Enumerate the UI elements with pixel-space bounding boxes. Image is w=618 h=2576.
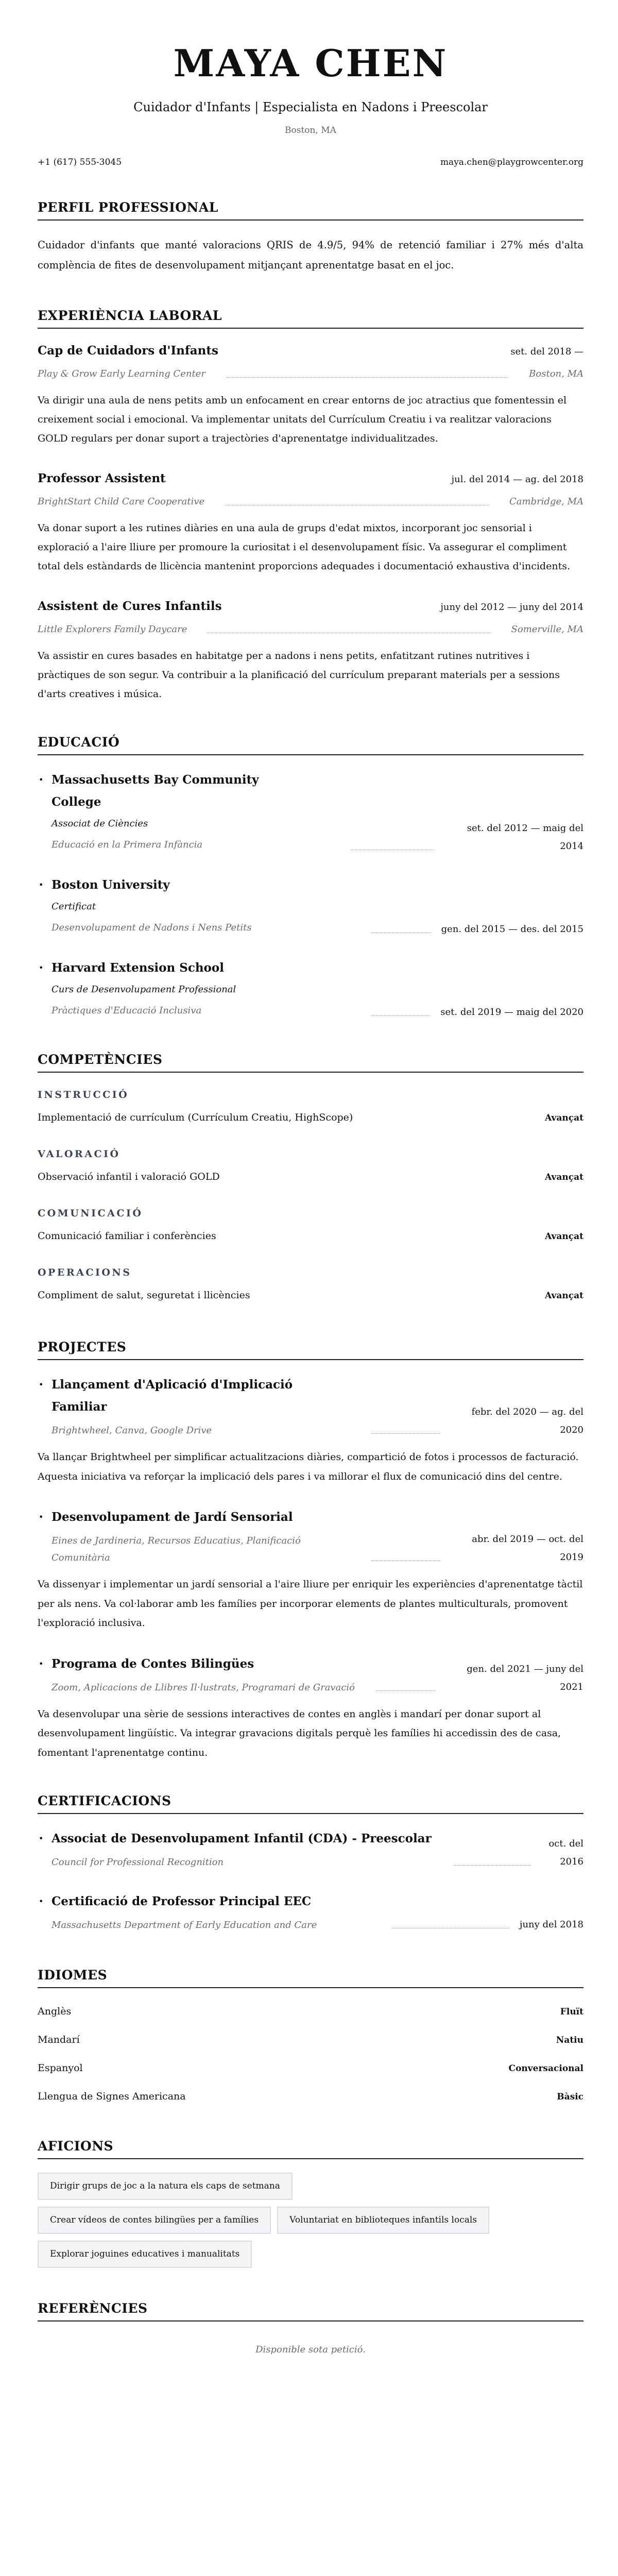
school-name: Massachusetts Bay Community College bbox=[52, 773, 259, 809]
job-date: juny del 2012 — juny del 2014 bbox=[440, 602, 583, 613]
project-title: Programa de Contes Bilingües bbox=[52, 1656, 254, 1671]
certification-name: Associat de Desenvolupament Infantil (CDA) - Preescolar bbox=[52, 1832, 432, 1845]
dotted-leader bbox=[376, 1690, 435, 1691]
job-date: set. del 2018 — bbox=[510, 346, 583, 357]
skill-name: Compliment de salut, seguretat i llicències bbox=[38, 1290, 250, 1301]
skill-name: Observació infantil i valoració GOLD bbox=[38, 1171, 220, 1182]
field-of-study: Educació en la Primera Infància bbox=[52, 839, 203, 850]
bullet-icon: • bbox=[39, 880, 44, 890]
dotted-leader bbox=[371, 932, 431, 933]
dotted-leader bbox=[371, 1560, 440, 1561]
job-title: Cap de Cuidadors d'Infants bbox=[38, 344, 218, 358]
project-title: Desenvolupament de Jardí Sensorial bbox=[52, 1510, 293, 1524]
candidate-location: Boston, MA bbox=[285, 125, 336, 135]
project-title: Llançament d'Aplicació d'Implicació Familiar bbox=[52, 1378, 293, 1414]
dotted-leader bbox=[391, 1927, 509, 1928]
section-skills bbox=[38, 1052, 583, 1303]
section-heading: IDIOMES bbox=[38, 1968, 583, 1988]
hobby-tag: Dirigir grups de joc a la natura els caps de setmana bbox=[38, 2173, 293, 2200]
summary-text: Cuidador d'infants que manté valoracions QRIS de 4.9/5, 94% de retenció familiar i 27% més d'alta complència de fites de desenvolupament mitjançant aprenentatge basat en el joc. bbox=[38, 239, 583, 271]
language-level: Natiu bbox=[556, 2035, 583, 2045]
project-description: Va llançar Brightwheel per simplificar actualitzacions diàries, compartició de fotos i processos de facturació. Aquesta iniciativa va reforçar la implicació dels pares i va millorar el flux de comunicació dins del centre. bbox=[38, 1451, 579, 1482]
language-row bbox=[38, 2004, 583, 2020]
project-description: Va desenvolupar una sèrie de sessions interactives de contes en anglès i mandarí per donar suport al desenvolupament lingüístic. Va integrar gravacions digitals perquè les famílies hi accedissin des de casa, fomentant l'aprenentatge continu. bbox=[38, 1708, 561, 1758]
section-heading: REFERÈNCIES bbox=[38, 2301, 583, 2321]
certification-date: oct. del 2016 bbox=[548, 1838, 583, 1867]
school-name: Boston University bbox=[52, 878, 170, 892]
education-entry bbox=[38, 957, 583, 1021]
degree: Associat de Ciències bbox=[52, 818, 148, 829]
project-date: febr. del 2020 — ag. del 2020 bbox=[471, 1406, 583, 1435]
section-heading: PROJECTES bbox=[38, 1340, 583, 1360]
job-entry bbox=[38, 470, 583, 576]
section-references bbox=[38, 2301, 583, 2358]
bullet-icon: • bbox=[39, 775, 44, 785]
education-entry bbox=[38, 874, 583, 938]
language-row bbox=[38, 2060, 583, 2076]
job-location: Cambridge, MA bbox=[509, 496, 583, 507]
hobby-tags bbox=[38, 2173, 573, 2268]
section-hobbies bbox=[38, 2139, 583, 2268]
section-heading: EXPERIÈNCIA LABORAL bbox=[38, 308, 583, 329]
skill-level: Avançat bbox=[545, 1231, 583, 1242]
language-level: Fluït bbox=[560, 2007, 583, 2017]
language-level: Conversacional bbox=[508, 2063, 583, 2074]
project-entry bbox=[38, 1506, 583, 1566]
certification-name: Certificació de Professor Principal EEC bbox=[52, 1894, 312, 1908]
field-of-study: Pràctiques d'Educació Inclusiva bbox=[52, 1005, 202, 1016]
section-education bbox=[38, 735, 583, 1021]
skill-level: Avançat bbox=[545, 1291, 583, 1301]
dotted-leader bbox=[350, 849, 434, 850]
section-experience bbox=[38, 308, 583, 704]
degree: Certificat bbox=[52, 901, 96, 912]
job-company: Little Explorers Family Daycare bbox=[38, 624, 187, 635]
section-heading: COMPETÈNCIES bbox=[38, 1052, 583, 1073]
section-languages bbox=[38, 1968, 583, 2105]
education-date: set. del 2012 — maig del 2014 bbox=[467, 823, 583, 852]
education-entry bbox=[38, 769, 583, 855]
dotted-leader bbox=[225, 504, 489, 505]
skill-group bbox=[38, 1207, 583, 1244]
job-description: Va assistir en cures basades en habitatge per a nadons i nens petits, enfatitzant rutines nutritives i pràctiques de son segur. Va contribuir a la planificació del currículum preparant materials per a sessions d'arts creatives i música. bbox=[38, 650, 560, 700]
section-heading: AFICIONS bbox=[38, 2139, 583, 2159]
project-entry bbox=[38, 1653, 583, 1696]
dotted-leader bbox=[226, 377, 508, 378]
resume-header bbox=[38, 0, 583, 169]
skill-level: Avançat bbox=[545, 1172, 583, 1182]
job-entry bbox=[38, 598, 583, 704]
references-text: Disponible sota petició. bbox=[255, 2344, 366, 2355]
language-row bbox=[38, 2032, 583, 2048]
section-summary bbox=[38, 200, 583, 275]
skill-group bbox=[38, 1266, 583, 1303]
certification-entry bbox=[38, 1827, 583, 1871]
language-name: Espanyol bbox=[38, 2062, 83, 2074]
language-name: Mandarí bbox=[38, 2034, 80, 2045]
job-description: Va donar suport a les rutines diàries en una aula de grups d'edat mixtos, incorporant joc sensorial i exploració a l'aire lliure per promoure la curiositat i el desenvolupament físic. Va assegurar el compliment total dels estàndards de llicència mantenint proporcions adequades i documentació exhaustiva d'incidents. bbox=[38, 522, 570, 572]
certification-issuer: Council for Professional Recognition bbox=[52, 1857, 224, 1868]
dotted-leader bbox=[208, 632, 490, 633]
skill-group bbox=[38, 1147, 583, 1185]
language-row bbox=[38, 2089, 583, 2105]
bullet-icon: • bbox=[39, 1380, 44, 1389]
hobby-tag: Explorar joguines educatives i manualitats bbox=[38, 2241, 252, 2268]
hobby-tag: Voluntariat en biblioteques infantils locals bbox=[277, 2207, 489, 2234]
language-name: Llengua de Signes Americana bbox=[38, 2091, 186, 2102]
bullet-icon: • bbox=[39, 1896, 44, 1906]
email[interactable]: maya.chen@playgrowcenter.org bbox=[440, 157, 583, 167]
job-title: Professor Assistent bbox=[38, 471, 166, 485]
skill-category: INSTRUCCIÓ bbox=[38, 1089, 129, 1100]
candidate-title: Cuidador d'Infants | Especialista en Nadons i Preescolar bbox=[133, 100, 488, 114]
job-company: Play & Grow Early Learning Center bbox=[38, 368, 205, 379]
certification-issuer: Massachusetts Department of Early Education and Care bbox=[52, 1920, 317, 1930]
project-tech: Zoom, Aplicacions de Llibres Il·lustrats, Programari de Gravació bbox=[52, 1682, 355, 1693]
job-entry bbox=[38, 342, 583, 448]
bullet-icon: • bbox=[39, 1658, 44, 1669]
job-location: Somerville, MA bbox=[511, 624, 583, 635]
certification-date: juny del 2018 bbox=[519, 1919, 583, 1930]
bullet-icon: • bbox=[39, 1512, 44, 1522]
section-certifications bbox=[38, 1793, 583, 1934]
project-date: abr. del 2019 — oct. del 2019 bbox=[472, 1534, 583, 1563]
candidate-name: MAYA CHEN bbox=[173, 41, 448, 85]
job-title: Assistent de Cures Infantils bbox=[38, 599, 222, 613]
project-entry bbox=[38, 1374, 583, 1439]
dotted-leader bbox=[371, 1433, 440, 1434]
job-date: jul. del 2014 — ag. del 2018 bbox=[451, 474, 583, 485]
education-date: gen. del 2015 — des. del 2015 bbox=[441, 924, 583, 935]
certification-entry bbox=[38, 1890, 583, 1934]
skill-category: VALORACIÓ bbox=[38, 1148, 121, 1160]
education-date: set. del 2019 — maig del 2020 bbox=[440, 1007, 583, 1018]
section-heading: EDUCACIÓ bbox=[38, 735, 583, 755]
skill-level: Avançat bbox=[545, 1113, 583, 1123]
project-tech: Eines de Jardineria, Recursos Educatius, Planificació Comunitària bbox=[52, 1535, 301, 1563]
bullet-icon: • bbox=[39, 963, 44, 973]
skill-name: Implementació de currículum (Currículum Creatiu, HighScope) bbox=[38, 1112, 353, 1123]
phone[interactable]: +1 (617) 555-3045 bbox=[38, 157, 122, 167]
dotted-leader bbox=[453, 1865, 531, 1866]
school-name: Harvard Extension School bbox=[52, 961, 224, 975]
degree: Curs de Desenvolupament Professional bbox=[52, 984, 236, 995]
hobby-tag: Crear vídeos de contes bilingües per a famílies bbox=[38, 2207, 271, 2234]
language-name: Anglès bbox=[38, 2006, 72, 2017]
job-description: Va dirigir una aula de nens petits amb un enfocament en crear entorns de joc atractius que fomentessin el creixement social i emocional. Va implementar unitats del Currículum Creatiu i va realitzar valoracions GOLD regulars per donar suport a trajectòries d'aprenentatge individualitzades. bbox=[38, 395, 567, 444]
field-of-study: Desenvolupament de Nadons i Nens Petits bbox=[52, 922, 252, 933]
project-description: Va dissenyar i implementar un jardí sensorial a l'aire lliure per enriquir les experiències d'aprenentatge tàctil per als nens. Va col·laborar amb les famílies per incorporar elements de plantes multiculturals, promovent l'exploració inclusiva. bbox=[38, 1579, 583, 1629]
job-company: BrightStart Child Care Cooperative bbox=[38, 496, 205, 507]
section-heading: PERFIL PROFESSIONAL bbox=[38, 200, 583, 221]
dotted-leader bbox=[371, 1015, 430, 1016]
project-date: gen. del 2021 — juny del 2021 bbox=[467, 1663, 583, 1692]
skill-name: Comunicació familiar i conferències bbox=[38, 1230, 216, 1242]
job-location: Boston, MA bbox=[529, 368, 583, 379]
section-heading: CERTIFICACIONS bbox=[38, 1793, 583, 1814]
contact-row bbox=[38, 156, 583, 169]
skill-group bbox=[38, 1088, 583, 1126]
skill-category: COMUNICACIÓ bbox=[38, 1208, 143, 1219]
bullet-icon: • bbox=[39, 1834, 44, 1843]
project-tech: Brightwheel, Canva, Google Drive bbox=[52, 1425, 212, 1436]
language-level: Bàsic bbox=[557, 2092, 583, 2102]
section-projects bbox=[38, 1340, 583, 1762]
skill-category: OPERACIONS bbox=[38, 1267, 132, 1278]
